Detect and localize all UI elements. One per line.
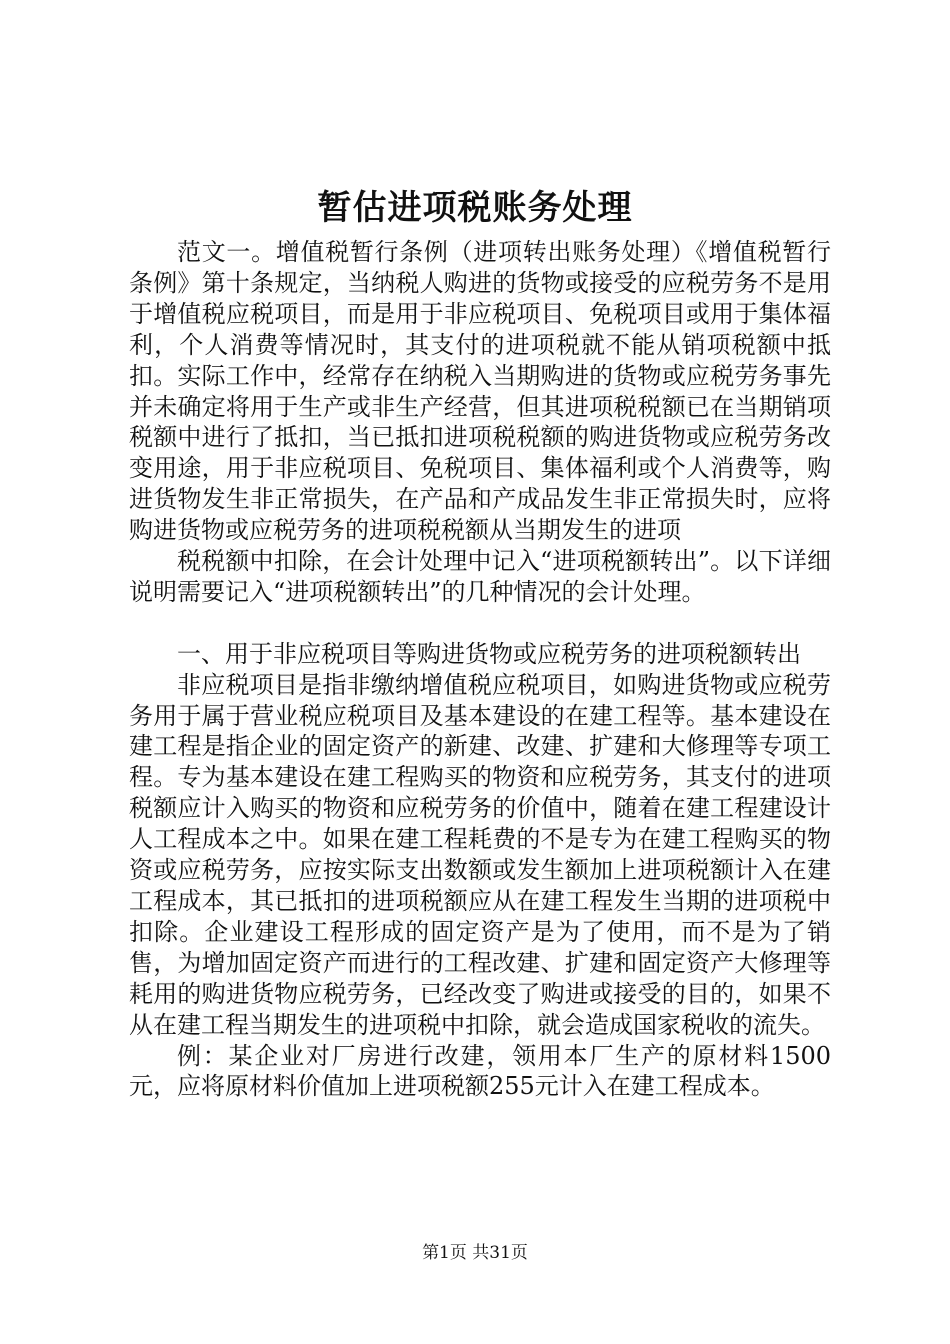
page-title: 暂估进项税账务处理 (317, 188, 633, 228)
document-body (129, 237, 831, 1102)
paragraph-example: 例：某企业对厂房进行改建，领用本厂生产的原材料1500元，应将原材料价值加上进项税额255元计入在建工程成本。 (129, 1041, 831, 1101)
page-number-footer: 第1页 共31页 (422, 1243, 528, 1263)
paragraph-spacer (129, 608, 831, 639)
paragraph-intro-continued: 税税额中扣除，在会计处理中记入“进项税额转出”。以下详细说明需要记入“进项税额转出”的几种情况的会计处理。 (129, 547, 831, 606)
section-heading: 一、用于非应税项目等购进货物或应税劳务的进项税额转出 (177, 639, 801, 668)
paragraph-intro: 范文一。增值税暂行条例（进项转出账务处理）《增值税暂行条例》第十条规定，当纳税人购进的货物或接受的应税劳务不是用于增值税应税项目，而是用于非应税项目、免税项目或用于集体福利，个人消费等情况时，其支付的进项税就不能从销项税额中抵扣。实际工作中，经常存在纳税入当期购进的货物或应税劳务事先并未确定将用于生产或非生产经营，但其进项税税额已在当期销项税额中进行了抵扣，当已抵扣进项税税额的购进货物或应税劳务改变用途，用于非应税项目、免税项目、集体福利或个人消费等，购进货物发生非正常损失，在产品和产成品发生非正常损失时，应将购进货物或应税劳务的进项税税额从当期发生的进项 (129, 238, 831, 545)
paragraph-non-taxable-items: 非应税项目是指非缴纳增值税应税项目，如购进货物或应税劳务用于属于营业税应税项目及基本建设的在建工程等。基本建设在建工程是指企业的固定资产的新建、改建、扩建和大修理等专项工程。专为基本建设在建工程购买的物资和应税劳务，其支付的进项税额应计入购买的物资和应税劳务的价值中，随着在建工程建设计人工程成本之中。如果在建工程耗费的不是专为在建工程购买的物资或应税劳务，应按实际支出数额或发生额加上进项税额计入在建工程成本，其已抵扣的进项税额应从在建工程发生当期的进项税中扣除。企业建设工程形成的固定资产是为了使用，而不是为了销售，为增加固定资产而进行的工程改建、扩建和固定资产大修理等耗用的购进货物应税劳务，已经改变了购进或接受的目的，如果不从在建工程当期发生的进项税中扣除，就会造成国家税收的流失。 (129, 670, 831, 1039)
